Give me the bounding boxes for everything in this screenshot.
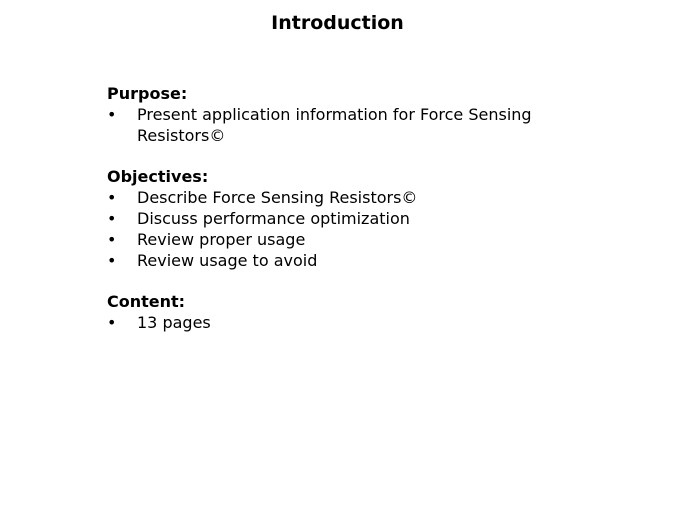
bullet-icon: • <box>107 188 117 207</box>
section-content <box>107 291 607 333</box>
bullet-icon: • <box>107 105 117 124</box>
bullet-list-purpose <box>107 104 607 146</box>
section-purpose <box>107 83 607 146</box>
bullet-icon: • <box>107 209 117 228</box>
bullet-item <box>107 187 607 208</box>
bullet-item <box>107 104 607 146</box>
bullet-item <box>107 229 607 250</box>
bullet-text: Review proper usage <box>137 230 306 249</box>
bullet-icon: • <box>107 313 117 332</box>
bullet-list-objectives <box>107 187 607 271</box>
section-heading-content: Content: <box>107 292 186 311</box>
bullet-item <box>107 208 607 229</box>
section-heading-objectives: Objectives: <box>107 167 209 186</box>
bullet-list-content <box>107 312 607 333</box>
section-objectives <box>107 166 607 271</box>
bullet-item <box>107 312 607 333</box>
bullet-text: 13 pages <box>137 313 211 332</box>
bullet-icon: • <box>107 251 117 270</box>
bullet-text: Discuss performance optimization <box>137 209 410 228</box>
bullet-icon: • <box>107 230 117 249</box>
slide-content <box>107 83 607 353</box>
bullet-text: Review usage to avoid <box>137 251 318 270</box>
section-heading-purpose: Purpose: <box>107 84 188 103</box>
bullet-text: Present application information for Force Sensing Resistors© <box>137 105 532 145</box>
bullet-item <box>107 250 607 271</box>
slide-title: Introduction <box>271 12 404 34</box>
bullet-text: Describe Force Sensing Resistors© <box>137 188 418 207</box>
